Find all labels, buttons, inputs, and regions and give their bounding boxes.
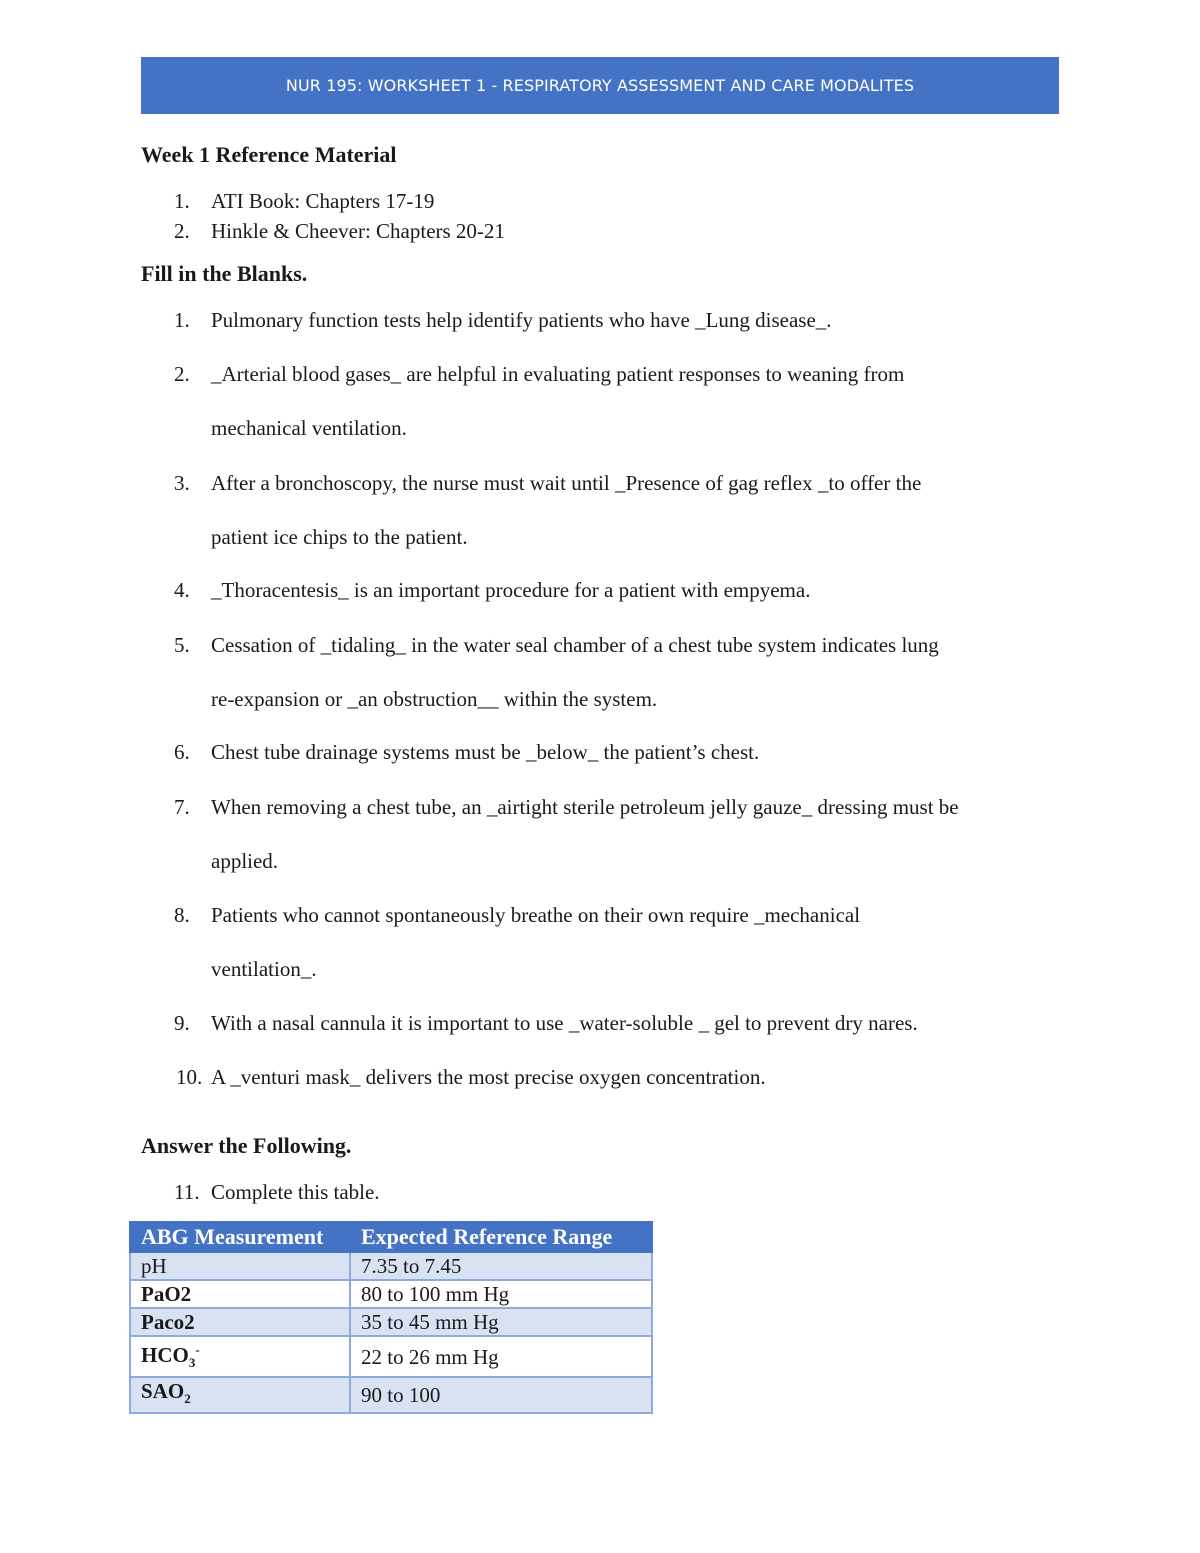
item-line: With a nasal cannula it is important to use _water-soluble _ gel to prevent dry nares. [211,1011,918,1035]
item-line: ventilation_. [211,957,317,981]
item-line: _Thoracentesis_ is an important procedure for a patient with empyema. [211,578,811,602]
item-line: Patients who cannot spontaneously breathe on their own require _mechanical [211,903,861,927]
item-text [211,780,1071,888]
fill-blanks-heading: Fill in the Blanks. [141,261,308,286]
table-row [130,1280,652,1308]
item-text [211,347,1071,455]
measurement-name: SAO [141,1379,185,1404]
measurement-cell [130,1280,350,1308]
item-line: applied. [211,849,279,873]
item-text [211,618,1071,726]
worksheet-title: NUR 195: WORKSHEET 1 - RESPIRATORY ASSESSMENT AND CARE MODALITES [285,76,915,95]
table-row [130,1308,652,1336]
list-item [141,618,1071,726]
table-row [130,1252,652,1280]
list-item [141,293,1071,347]
item-text [211,456,1071,564]
list-item [141,1050,1071,1104]
measurement-cell [130,1336,350,1377]
item-number: 8. [174,903,190,927]
item-line: After a bronchoscopy, the nurse must wait until _Presence of gag reflex _to offer the [211,471,922,495]
measurement-cell [130,1308,350,1336]
range-cell: 35 to 45 mm Hg [350,1308,652,1336]
header-banner [141,57,1059,114]
measurement-subscript: 2 [184,1391,191,1407]
item-line: When removing a chest tube, an _airtight sterile petroleum jelly gauze_ dressing must be [211,795,959,819]
list-item [141,780,1071,888]
item-line: Cessation of _tidaling_ in the water seal chamber of a chest tube system indicates lung [211,633,939,657]
list-item [141,888,1071,996]
list-item: 1. ATI Book: Chapters 17-19 [174,189,435,213]
measurement-name: Paco2 [141,1310,195,1334]
measurement-subscript: 3 [188,1355,196,1371]
list-item [141,456,1071,564]
item-number: 4. [174,578,190,602]
item-text [211,293,1071,347]
list-item [141,725,1071,779]
item-number: 7. [174,795,190,819]
range-cell: 22 to 26 mm Hg [350,1336,652,1377]
range-cell: 7.35 to 7.45 [350,1252,652,1280]
range-cell: 90 to 100 [350,1377,652,1413]
item-line: A _venturi mask_ delivers the most precise oxygen concentration. [211,1065,766,1089]
list-item [141,347,1071,455]
item-number: 10. [176,1065,203,1089]
measurement-name: PaO2 [141,1282,192,1306]
column-header-measurement: ABG Measurement [130,1222,350,1252]
item-text [211,725,1071,779]
item-line: _Arterial blood gases_ are helpful in evaluating patient responses to weaning from [211,362,905,386]
list-item [141,563,1071,617]
item-text [211,1050,1071,1104]
question-11: 11. Complete this table. [174,1180,380,1204]
reference-heading: Week 1 Reference Material [141,142,397,167]
list-item [141,996,1071,1050]
item-number: 9. [174,1011,190,1035]
measurement-cell [130,1252,350,1280]
reference-list [141,186,505,246]
item-line: Pulmonary function tests help identify patients who have _Lung disease_. [211,308,832,332]
answer-heading: Answer the Following. [141,1133,352,1158]
table-row [130,1377,652,1413]
measurement-name: pH [141,1254,167,1278]
item-line: re-expansion or _an obstruction__ within the system. [211,687,658,711]
abg-table [129,1221,653,1414]
item-number: 1. [174,308,190,332]
measurement-cell [130,1377,350,1413]
item-number: 2. [174,362,190,386]
item-number: 3. [174,471,190,495]
item-number: 5. [174,633,190,657]
item-text [211,996,1071,1050]
column-header-range: Expected Reference Range [350,1222,652,1252]
list-item: 2. Hinkle & Cheever: Chapters 20-21 [174,219,505,243]
item-number: 6. [174,740,190,764]
item-text [211,563,1071,617]
table-row [130,1336,652,1377]
item-line: Chest tube drainage systems must be _below_ the patient’s chest. [211,740,760,764]
table-header-row [130,1222,652,1252]
measurement-superscript: - [195,1342,200,1357]
range-cell: 80 to 100 mm Hg [350,1280,652,1308]
item-line: mechanical ventilation. [211,416,407,440]
item-line: patient ice chips to the patient. [211,525,468,549]
measurement-name: HCO [141,1343,189,1367]
item-text [211,888,1071,996]
